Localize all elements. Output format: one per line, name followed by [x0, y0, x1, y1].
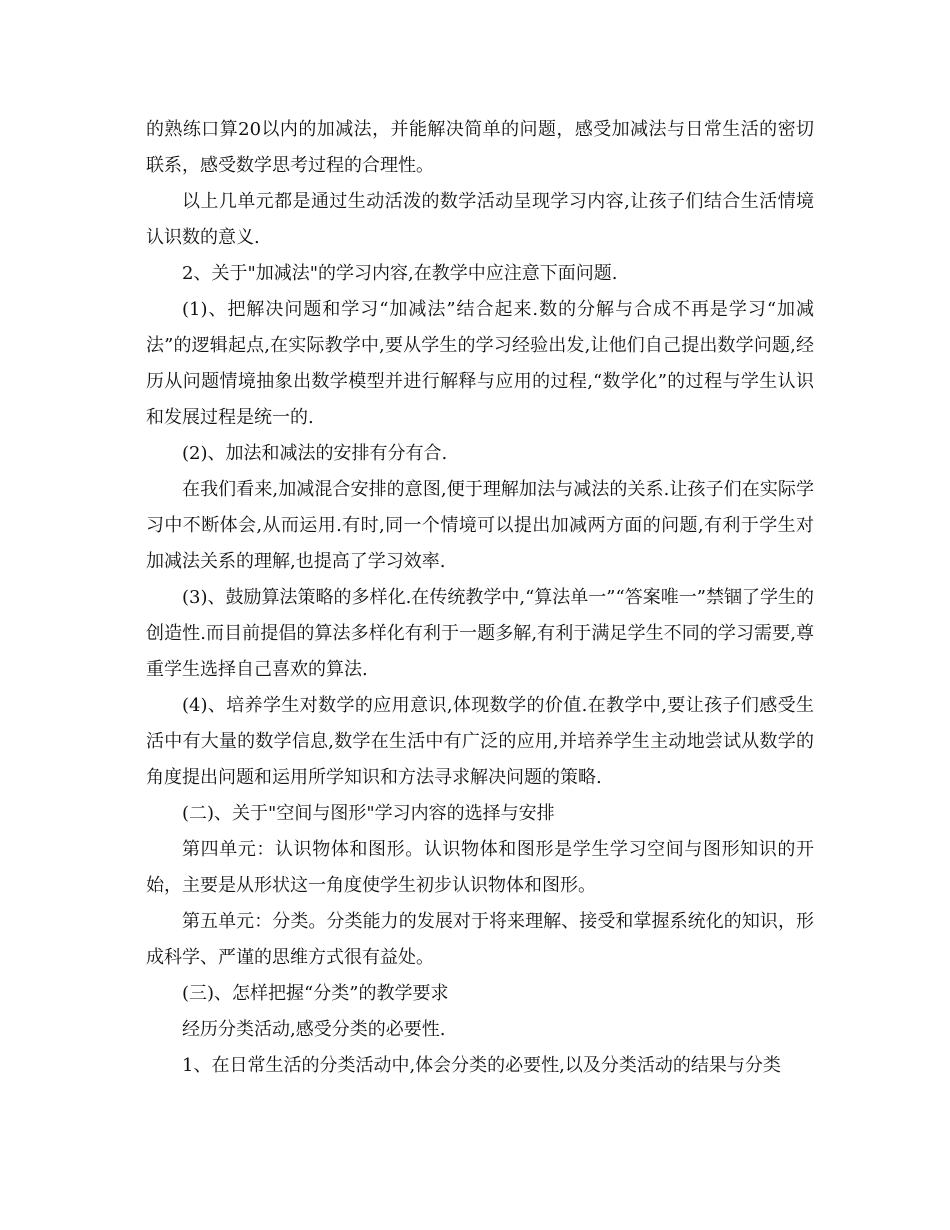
paragraph-6: 在我们看来,加减混合安排的意图,便于理解加法与减法的关系.让孩子们在实际学习中不断体会,从而运用.有时,同一个情境可以提出加减两方面的问题,有利于学生对加减法关系的理解,也提高了学习效率.: [146, 479, 814, 572]
paragraph-2: 以上几单元都是通过生动活泼的数学活动呈现学习内容,让孩子们结合生活情境认识数的意义.: [146, 191, 814, 248]
paragraph-13: 经历分类活动,感受分类的必要性.: [182, 1019, 446, 1040]
paragraph-3: 2、关于"加减法"的学习内容,在教学中应注意下面问题.: [182, 263, 618, 284]
paragraph-4: (1)、把解决问题和学习“加减法”结合起来.数的分解与合成不再是学习“加减法”的逻辑起点,在实际教学中,要从学生的学习经验出发,让他们自己提出数学问题,经历从问题情境抽象出数学模型并进行解释与应用的过程,“数学化”的过程与学生认识和发展过程是统一的.: [146, 299, 814, 428]
document-body: [146, 112, 814, 1084]
paragraph-1: 的熟练口算20以内的加减法，并能解决简单的问题，感受加减法与日常生活的密切联系，感受数学思考过程的合理性。: [146, 119, 814, 176]
paragraph-10: 第四单元：认识物体和图形。认识物体和图形是学生学习空间与图形知识的开始，主要是从形状这一角度使学生初步认识物体和图形。: [146, 839, 814, 896]
paragraph-11: 第五单元：分类。分类能力的发展对于将来理解、接受和掌握系统化的知识，形成科学、严谨的思维方式很有益处。: [146, 911, 814, 968]
paragraph-14: 1、在日常生活的分类活动中,体会分类的必要性,以及分类活动的结果与分类: [182, 1055, 781, 1076]
paragraph-7: (3)、鼓励算法策略的多样化.在传统教学中,“算法单一”“答案唯一”禁锢了学生的创造性.而目前提倡的算法多样化有利于一题多解,有利于满足学生不同的学习需要,尊重学生选择自己喜欢的算法.: [146, 587, 814, 680]
paragraph-12: (三)、怎样把握“分类”的教学要求: [182, 983, 449, 1004]
paragraph-8: (4)、培养学生对数学的应用意识,体现数学的价值.在教学中,要让孩子们感受生活中有大量的数学信息,数学在生活中有广泛的应用,并培养学生主动地尝试从数学的角度提出问题和运用所学知识和方法寻求解决问题的策略.: [146, 695, 814, 788]
paragraph-5: (2)、加法和减法的安排有分有合.: [182, 443, 448, 464]
paragraph-9: (二)、关于"空间与图形"学习内容的选择与安排: [182, 803, 555, 824]
